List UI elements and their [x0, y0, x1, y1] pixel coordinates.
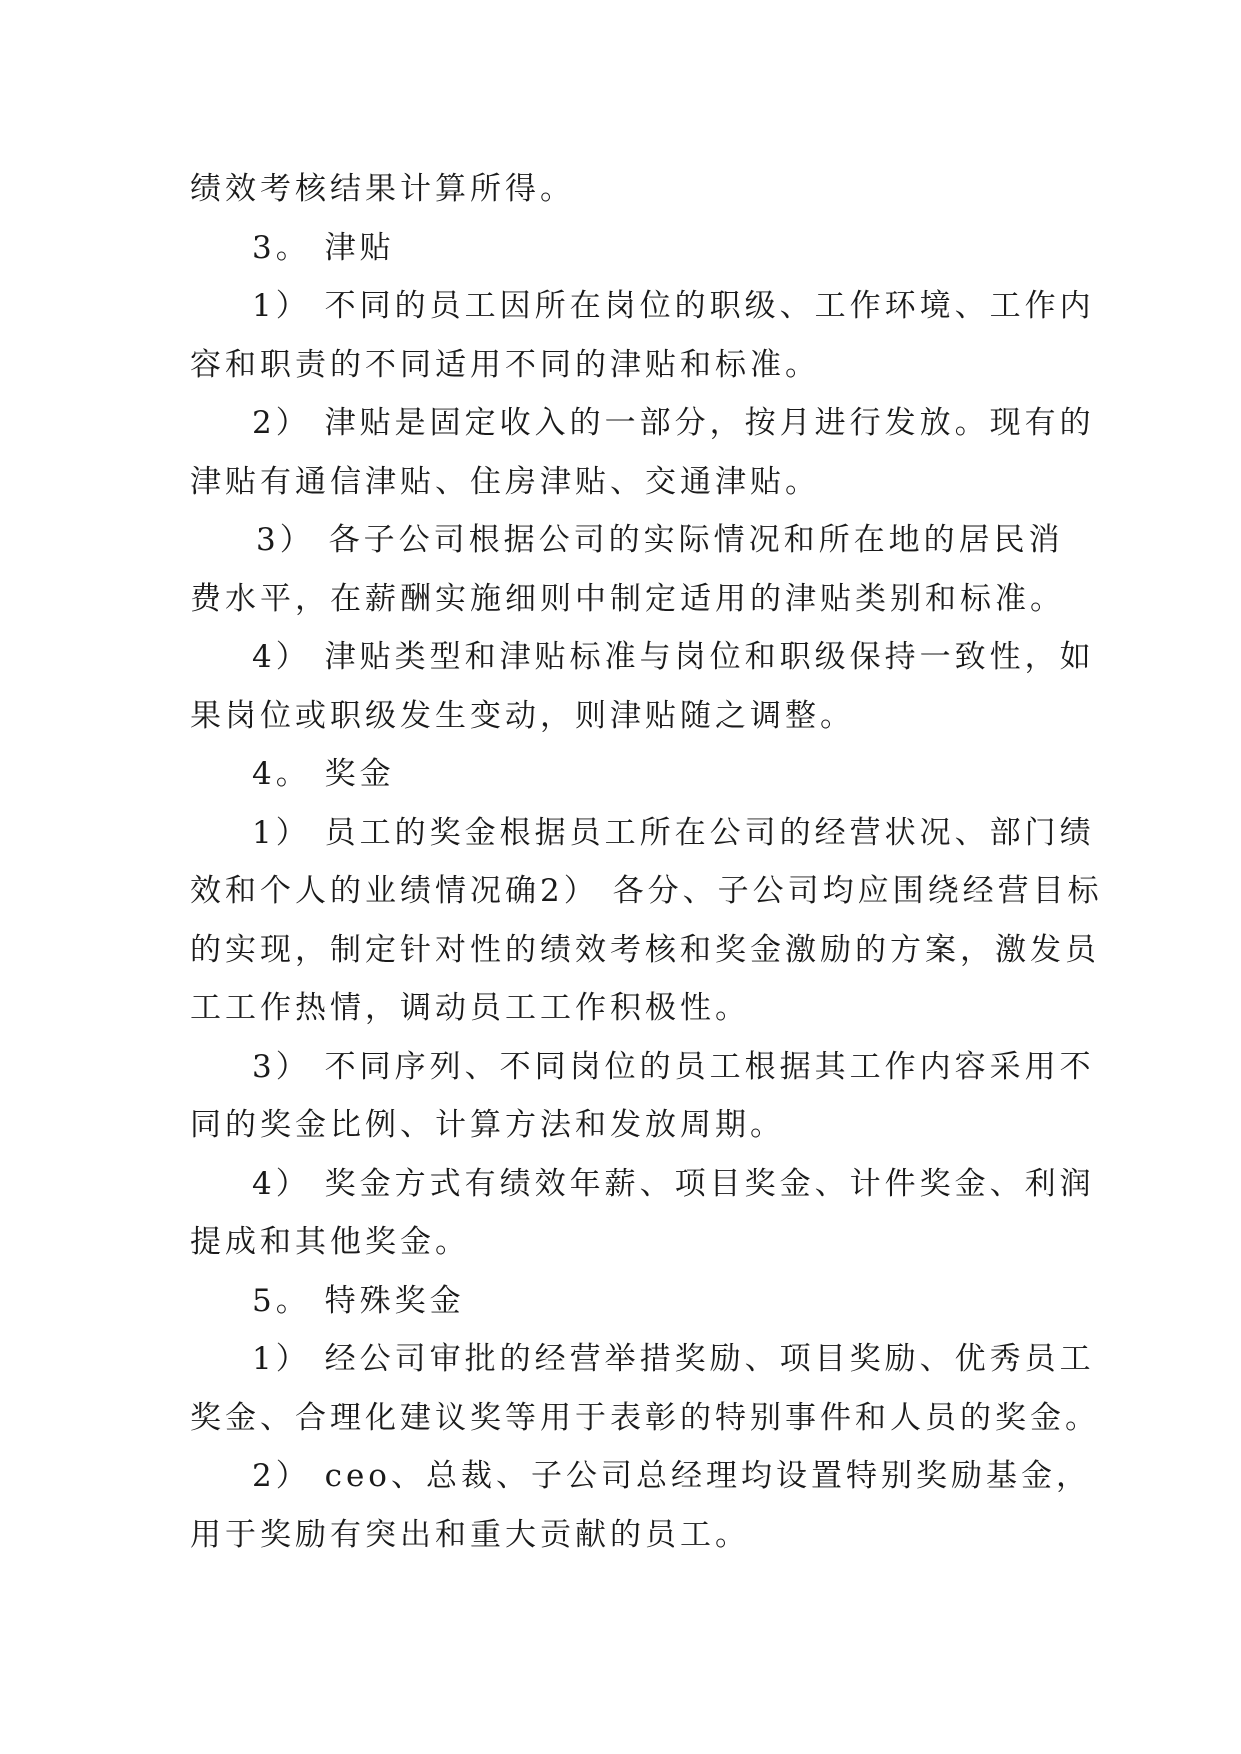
body-line: 提成和其他奖金。 [190, 1224, 470, 1260]
body-line: 1） 不同的员工因所在岗位的职级、工作环境、工作内 [252, 288, 1095, 324]
body-line: 1） 经公司审批的经营举措奖励、项目奖励、优秀员工 [252, 1341, 1095, 1377]
body-line: 绩效考核结果计算所得。 [190, 171, 575, 207]
body-line: 容和职责的不同适用不同的津贴和标准。 [190, 346, 820, 383]
body-line: 2） 津贴是固定收入的一部分，按月进行发放。现有的 [252, 405, 1095, 441]
body-line: 3） 不同序列、不同岗位的员工根据其工作内容采用不 [252, 1048, 1095, 1085]
body-line: 的实现，制定针对性的绩效考核和奖金激励的方案，激发员 [190, 931, 1100, 968]
document-body [190, 160, 1103, 1564]
body-line: 2） ceo、总裁、子公司总经理均设置特别奖励基金， [252, 1458, 1091, 1494]
section-heading-special-bonus: 5。 特殊奖金 [252, 1282, 465, 1319]
body-line: 果岗位或职级发生变动，则津贴随之调整。 [190, 697, 855, 734]
body-line: 效和个人的业绩情况确2） 各分、子公司均应围绕经营目标 [190, 873, 1103, 909]
section-heading-allowance: 3。 津贴 [252, 229, 395, 266]
body-line: 奖金、合理化建议奖等用于表彰的特别事件和人员的奖金。 [190, 1399, 1100, 1436]
body-line: 同的奖金比例、计算方法和发放周期。 [190, 1107, 785, 1143]
section-heading-bonus: 4。 奖金 [252, 756, 395, 792]
body-line: 用于奖励有突出和重大贡献的员工。 [190, 1516, 750, 1553]
body-line: 1） 员工的奖金根据员工所在公司的经营状况、部门绩 [252, 814, 1095, 851]
body-line: 4） 奖金方式有绩效年薪、项目奖金、计件奖金、利润 [252, 1165, 1095, 1202]
body-line: 津贴有通信津贴、住房津贴、交通津贴。 [190, 463, 820, 500]
body-line: 费水平，在薪酬实施细则中制定适用的津贴类别和标准。 [190, 580, 1065, 617]
body-line: 工工作热情，调动员工工作积极性。 [190, 990, 750, 1026]
body-line: 4） 津贴类型和津贴标准与岗位和职级保持一致性，如 [252, 639, 1095, 675]
body-line: 3） 各子公司根据公司的实际情况和所在地的居民消 [256, 522, 1064, 558]
